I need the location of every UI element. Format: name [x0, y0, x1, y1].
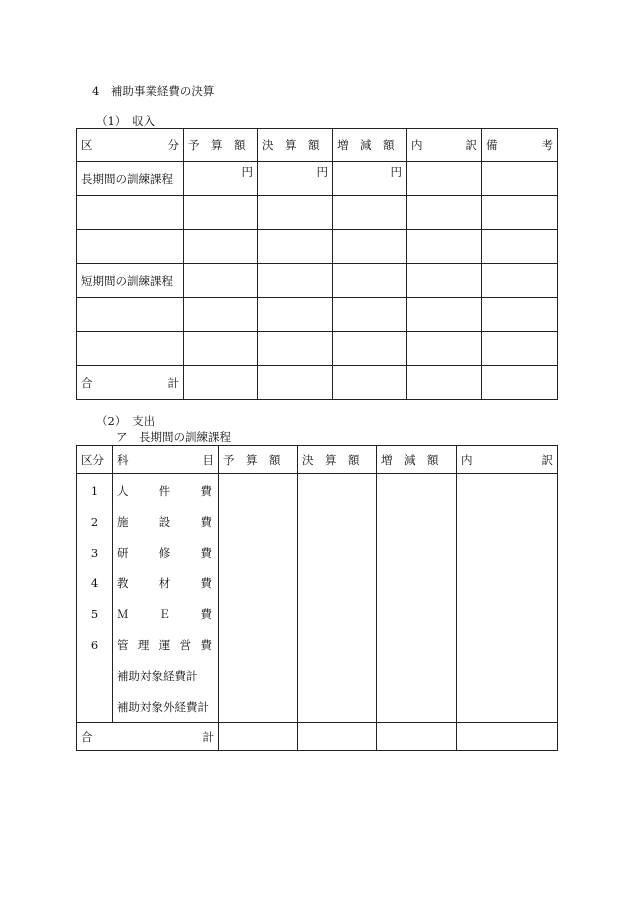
expense-total-label: 合 計	[77, 723, 219, 751]
income-row-label	[77, 230, 184, 264]
table-row	[77, 332, 558, 366]
expense-body-row	[77, 474, 558, 723]
income-row-label	[77, 298, 184, 332]
income-total-label: 合 計	[77, 366, 184, 400]
item-subsidized-total: 補助対象経費計	[117, 668, 198, 683]
item-number: 3	[90, 545, 99, 560]
item-management: 管 理 運 営 費	[117, 637, 212, 652]
income-row-label	[77, 196, 184, 230]
item-number: 2	[90, 514, 99, 529]
table-row	[77, 298, 558, 332]
income-header-budget: 予 算 額	[184, 129, 258, 162]
item-non-subsidized-total: 補助対象外経費計	[117, 699, 209, 714]
section-title: 4 補助事業経費の決算	[92, 84, 215, 98]
item-personnel: 人 件 費	[117, 484, 212, 498]
item-me: Ｍ Ｅ 費	[117, 607, 212, 622]
expense-total-row	[77, 723, 558, 751]
item-number: 4	[90, 576, 99, 591]
table-row	[77, 162, 558, 196]
expense-heading: （2） 支出	[96, 414, 156, 428]
income-header-breakdown: 内 訳	[407, 129, 482, 162]
expense-header-breakdown: 内 訳	[457, 446, 558, 474]
table-row	[77, 264, 558, 298]
yen-unit: 円	[184, 162, 258, 196]
expense-header-settlement: 決 算 額	[298, 446, 377, 474]
item-facility: 施 設 費	[117, 514, 212, 529]
income-header-category: 区 分	[77, 129, 184, 162]
expense-header-row	[77, 446, 558, 474]
expense-header-number: 区分	[77, 446, 113, 474]
yen-unit: 円	[333, 162, 407, 196]
income-row-label: 長期間の訓練課程	[77, 162, 184, 196]
yen-unit: 円	[258, 162, 333, 196]
expense-subheading: ア 長期間の訓練課程	[116, 430, 231, 444]
item-training: 研 修 費	[117, 545, 212, 560]
income-header-remarks: 備 考	[482, 129, 558, 162]
income-total-row	[77, 366, 558, 400]
item-number: 5	[90, 607, 99, 622]
income-header-change: 増 減 額	[333, 129, 407, 162]
item-number: 1	[90, 484, 99, 498]
income-header-row	[77, 129, 558, 162]
expense-header-change: 増 減 額	[377, 446, 457, 474]
table-row	[77, 230, 558, 264]
expense-header-item: 科 目	[113, 446, 219, 474]
income-table	[76, 128, 558, 400]
table-row	[77, 196, 558, 230]
income-row-label	[77, 332, 184, 366]
item-materials: 教 材 費	[117, 576, 212, 591]
income-header-settlement: 決 算 額	[258, 129, 333, 162]
item-number: 6	[90, 637, 99, 652]
income-heading: （1） 収入	[96, 114, 156, 128]
expense-table	[76, 445, 558, 751]
income-row-label: 短期間の訓練課程	[77, 264, 184, 298]
expense-header-budget: 予 算 額	[219, 446, 298, 474]
